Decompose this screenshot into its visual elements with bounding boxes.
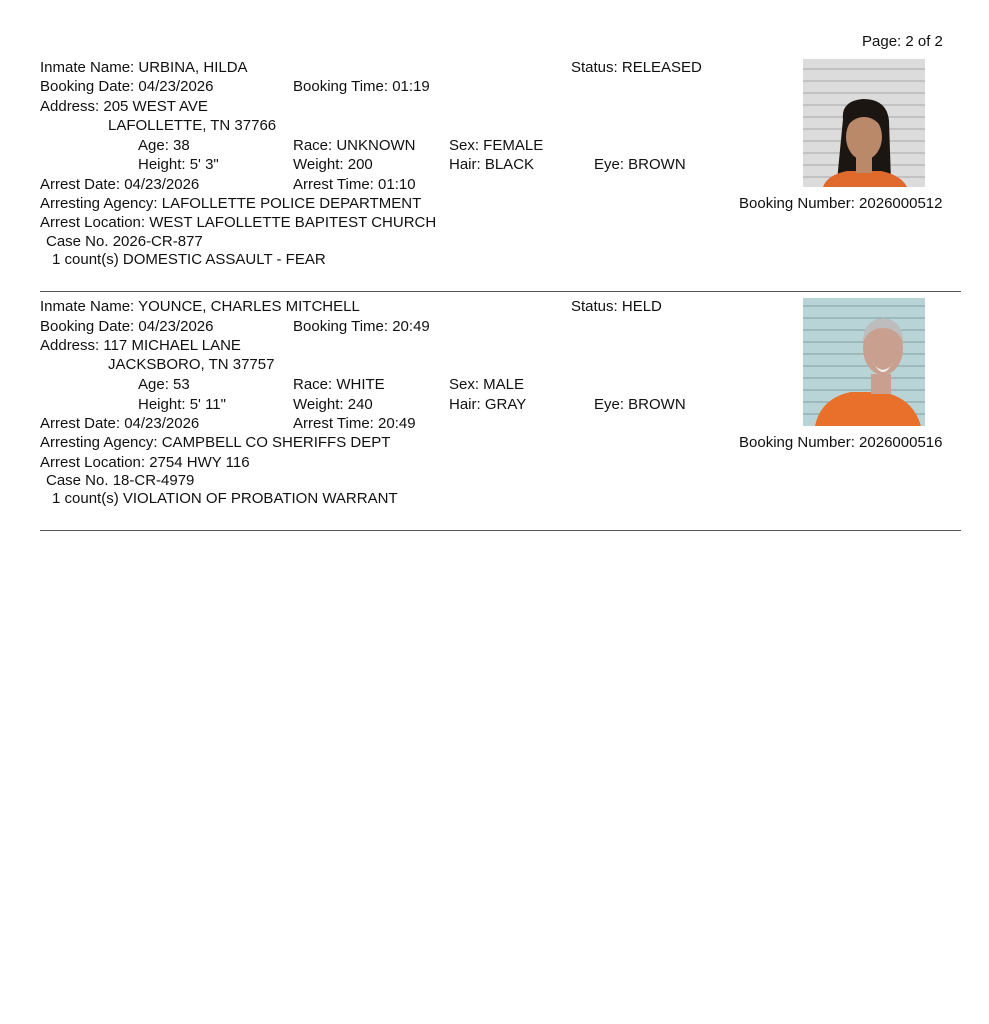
inmate-name: Inmate Name: YOUNCE, CHARLES MITCHELL bbox=[40, 298, 360, 315]
arrest-location: Arrest Location: 2754 HWY 116 bbox=[40, 454, 250, 471]
neck bbox=[871, 374, 891, 394]
race: Race: UNKNOWN bbox=[293, 137, 416, 154]
mugshot-photo bbox=[803, 59, 925, 187]
arrest-date: Arrest Date: 04/23/2026 bbox=[40, 415, 200, 432]
age: Age: 53 bbox=[138, 376, 190, 393]
arrest-time: Arrest Time: 20:49 bbox=[293, 415, 416, 432]
case-number: Case No. 18-CR-4979 bbox=[46, 472, 195, 489]
sex: Sex: MALE bbox=[449, 376, 525, 393]
booking-date: Booking Date: 04/23/2026 bbox=[40, 318, 214, 335]
arrest-location: Arrest Location: WEST LAFOLLETTE BAPITEST CHURCH bbox=[40, 214, 437, 231]
status: Status: RELEASED bbox=[571, 59, 702, 76]
charge-item: 1 count(s) VIOLATION OF PROBATION WARRANT bbox=[52, 490, 398, 507]
booking-number: Booking Number: 2026000512 bbox=[739, 195, 943, 212]
weight: Weight: 240 bbox=[293, 396, 373, 413]
sex: Sex: FEMALE bbox=[449, 137, 544, 154]
height: Height: 5' 11" bbox=[138, 396, 226, 413]
address-line1: Address: 205 WEST AVE bbox=[40, 98, 208, 115]
eye: Eye: BROWN bbox=[594, 396, 686, 413]
arrest-date: Arrest Date: 04/23/2026 bbox=[40, 176, 200, 193]
mugshot-photo bbox=[803, 298, 925, 426]
booking-time: Booking Time: 01:19 bbox=[293, 78, 430, 95]
weight: Weight: 200 bbox=[293, 156, 373, 173]
address-line1: Address: 117 MICHAEL LANE bbox=[40, 337, 241, 354]
eye: Eye: BROWN bbox=[594, 156, 686, 173]
height: Height: 5' 3" bbox=[138, 156, 219, 173]
charge-item: 1 count(s) DOMESTIC ASSAULT - FEAR bbox=[52, 251, 326, 268]
inmate-name: Inmate Name: URBINA, HILDA bbox=[40, 59, 248, 76]
status: Status: HELD bbox=[571, 298, 662, 315]
page-number: Page: 2 of 2 bbox=[862, 33, 943, 50]
arrest-time: Arrest Time: 01:10 bbox=[293, 176, 416, 193]
booking-time: Booking Time: 20:49 bbox=[293, 318, 430, 335]
booking-date: Booking Date: 04/23/2026 bbox=[40, 78, 214, 95]
race: Race: WHITE bbox=[293, 376, 385, 393]
booking-number: Booking Number: 2026000516 bbox=[739, 434, 943, 451]
arresting-agency: Arresting Agency: LAFOLLETTE POLICE DEPARTMENT bbox=[40, 195, 422, 212]
arresting-agency: Arresting Agency: CAMPBELL CO SHERIFFS DEPT bbox=[40, 434, 391, 451]
hair: Hair: BLACK bbox=[449, 156, 535, 173]
age: Age: 38 bbox=[138, 137, 190, 154]
case-number: Case No. 2026-CR-877 bbox=[46, 233, 203, 250]
address-line2: LAFOLLETTE, TN 37766 bbox=[108, 117, 277, 134]
section-divider bbox=[40, 291, 961, 292]
hair: Hair: GRAY bbox=[449, 396, 527, 413]
address-line2: JACKSBORO, TN 37757 bbox=[108, 356, 275, 373]
section-divider bbox=[40, 530, 961, 531]
